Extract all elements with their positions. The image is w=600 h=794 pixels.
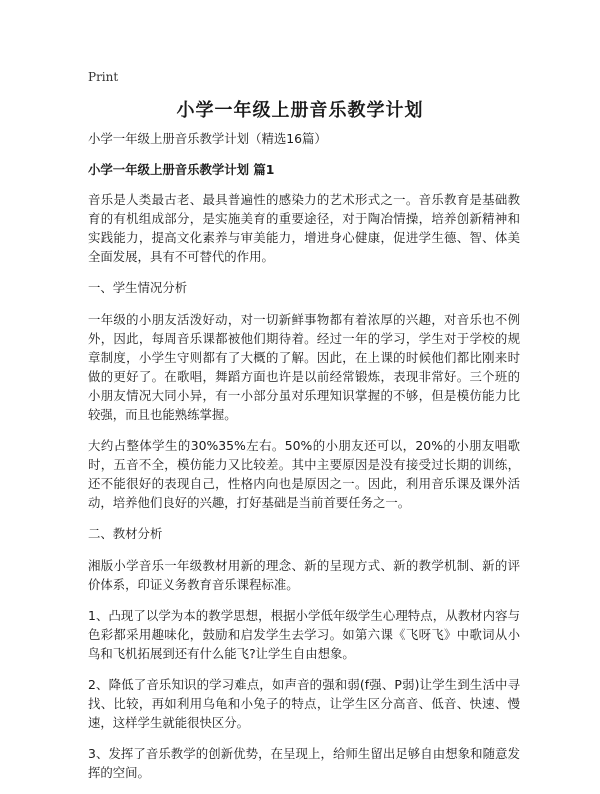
paragraph-textbook-point-2: 2、降低了音乐知识的学习难点，如声音的强和弱(f强、P弱)让学生到生活中寻找、比较，再如利用乌龟和小兔子的特点，让学生区分高音、低音、快速、慢速，这样学生就能很快区分。 — [88, 677, 520, 730]
document-subtitle: 小学一年级上册音乐教学计划（精选16篇） — [88, 131, 327, 146]
paragraph-textbook-intro: 湘版小学音乐一年级教材用新的理念、新的呈现方式、新的教学机制、新的评价体系，印证义务教育音乐课程标准。 — [88, 558, 520, 592]
paragraph-textbook-point-1: 1、凸现了以学为本的教学思想，根据小学低年级学生心理特点，从教材内容与色彩都采用趣味化，鼓励和启发学生去学习。如第六课《飞呀飞》中歌词从小鸟和飞机拓展到还有什么能飞?让学生自由想象。 — [88, 608, 520, 661]
heading-student-analysis: 一、学生情况分析 — [88, 280, 188, 295]
paragraph-textbook-point-3: 3、发挥了音乐教学的创新优势，在呈现上，给师生留出足够自由想象和随意发挥的空间。 — [88, 746, 520, 780]
heading-textbook-analysis: 二、教材分析 — [88, 526, 163, 541]
section-title: 小学一年级上册音乐教学计划 篇1 — [88, 162, 275, 177]
paragraph-student-1: 一年级的小朋友活泼好动，对一切新鲜事物都有着浓厚的兴趣，对音乐也不例外，因此，每周音乐课都被他们期待着。经过一年的学习，学生对于学校的规章制度，小学生守则都有了大概的了解。因此，在上课的时候他们都比刚来时做的更好了。在歌唱，舞蹈方面也许是以前经常锻炼，表现非常好。三个班的小朋友情况大同小异，有一小部分虽对乐理知识掌握的不够，但是模仿能力比较强，而且也能熟练掌握。 — [88, 312, 520, 422]
print-label: Print — [88, 70, 119, 84]
intro-paragraph: 音乐是人类最古老、最具普遍性的感染力的艺术形式之一。音乐教育是基础教育的有机组成部分，是实施美育的重要途径，对于陶冶情操，培养创新精神和实践能力，提高文化素养与审美能力，增进身心健康，促进学生德、智、体美全面发展，具有不可替代的作用。 — [88, 192, 520, 264]
page-title: 小学一年级上册音乐教学计划 — [176, 100, 424, 121]
document-body — [88, 129, 520, 794]
paragraph-student-2: 大约占整体学生的30%35%左右。50%的小朋友还可以，20%的小朋友唱歌时，五音不全，模仿能力又比较差。其中主要原因是没有接受过长期的训练，还不能很好的表现自己，性格内向也是原因之一。因此，利用音乐课及课外活动，培养他们良好的兴趣，打好基础是当前首要任务之一。 — [88, 438, 520, 510]
